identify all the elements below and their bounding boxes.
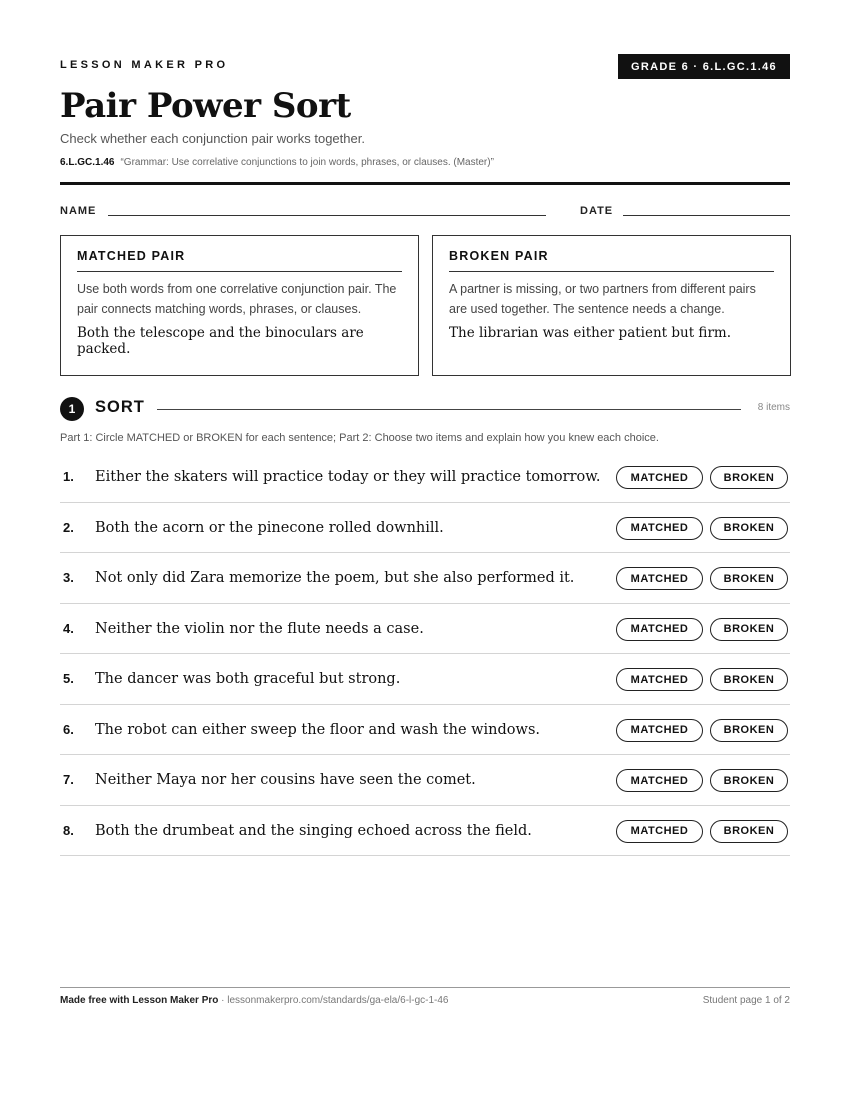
item-number: 1. <box>63 469 74 484</box>
item-number: 8. <box>63 822 74 838</box>
brand-name: LESSON MAKER PRO <box>60 59 229 71</box>
list-item <box>60 604 790 655</box>
item-sentence: The dancer was both graceful but strong. <box>95 671 401 687</box>
matched-pair-title: MATCHED PAIR <box>77 249 402 272</box>
section-title: SORT <box>95 398 145 416</box>
list-item <box>60 705 790 756</box>
page-number: Student page 1 of 2 <box>702 995 790 1006</box>
item-sentence: Either the skaters will practice today or they will practice tomorrow. <box>95 469 601 485</box>
item-number: 2. <box>63 519 74 535</box>
footer-divider <box>60 987 790 988</box>
item-number: 6. <box>63 721 74 737</box>
broken-button[interactable]: BROKEN <box>710 769 788 792</box>
item-list <box>60 452 790 856</box>
standard-text: “Grammar: Use correlative conjunctions to join words, phrases, or clauses. (Master)” <box>120 157 494 168</box>
footer-made-with: Made free with Lesson Maker Pro <box>60 995 219 1006</box>
date-field[interactable] <box>623 215 790 216</box>
item-sentence: Both the drumbeat and the singing echoed across the field. <box>95 822 532 839</box>
list-item <box>60 806 790 857</box>
matched-button[interactable]: MATCHED <box>616 618 703 641</box>
item-sentence: Not only did Zara memorize the poem, but she also performed it. <box>95 570 575 586</box>
instructions: Part 1: Circle MATCHED or BROKEN for each sentence; Part 2: Choose two items and explain how you knew each choice. <box>60 432 659 444</box>
matched-button[interactable]: MATCHED <box>616 668 703 691</box>
standard-line <box>60 157 494 168</box>
matched-button[interactable]: MATCHED <box>616 466 703 489</box>
item-sentence: Neither Maya nor her cousins have seen the comet. <box>95 772 476 788</box>
name-field[interactable] <box>108 215 546 216</box>
page-title: Pair Power Sort <box>60 86 351 126</box>
broken-button[interactable]: BROKEN <box>710 668 788 691</box>
broken-pair-description: A partner is missing, or two partners from different pairs are used together. The sentence needs a change. <box>449 282 756 316</box>
broken-button[interactable]: BROKEN <box>710 618 788 641</box>
list-item <box>60 452 790 503</box>
broken-button[interactable]: BROKEN <box>710 719 788 742</box>
list-item <box>60 654 790 705</box>
broken-button[interactable]: BROKEN <box>710 820 788 843</box>
section-number: 1 <box>60 397 84 421</box>
matched-button[interactable]: MATCHED <box>616 517 703 540</box>
grade-badge: GRADE 6 · 6.L.GC.1.46 <box>618 54 790 79</box>
item-sentence: Both the acorn or the pinecone rolled downhill. <box>95 519 444 536</box>
broken-pair-box <box>432 235 791 376</box>
standard-code: 6.L.GC.1.46 <box>60 157 115 168</box>
date-label: DATE <box>580 205 614 217</box>
item-sentence: The robot can either sweep the floor and wash the windows. <box>95 721 540 738</box>
item-number: 5. <box>63 671 74 686</box>
item-number: 4. <box>63 620 74 636</box>
matched-button[interactable]: MATCHED <box>616 820 703 843</box>
item-number: 3. <box>63 570 74 585</box>
footer-credit <box>60 995 449 1006</box>
matched-pair-example: Both the telescope and the binoculars are packed. <box>77 325 364 357</box>
matched-button[interactable]: MATCHED <box>616 567 703 590</box>
worksheet-page <box>60 0 790 1100</box>
broken-button[interactable]: BROKEN <box>710 466 788 489</box>
item-sentence: Neither the violin nor the flute needs a case. <box>95 620 424 637</box>
page-subtitle: Check whether each conjunction pair works together. <box>60 131 365 146</box>
footer-url: · lessonmakerpro.com/standards/ga-ela/6-l-gc-1-46 <box>218 995 449 1006</box>
matched-button[interactable]: MATCHED <box>616 719 703 742</box>
header-divider <box>60 182 790 185</box>
item-number: 7. <box>63 772 74 787</box>
section-divider <box>157 409 741 410</box>
matched-pair-box <box>60 235 419 376</box>
name-label: NAME <box>60 205 97 217</box>
broken-button[interactable]: BROKEN <box>710 567 788 590</box>
matched-pair-description: Use both words from one correlative conjunction pair. The pair connects matching words, phrases, or clauses. <box>77 282 397 316</box>
broken-button[interactable]: BROKEN <box>710 517 788 540</box>
matched-button[interactable]: MATCHED <box>616 769 703 792</box>
item-count: 8 items <box>757 402 790 413</box>
list-item <box>60 755 790 806</box>
list-item <box>60 553 790 604</box>
broken-pair-example: The librarian was either patient but firm. <box>449 325 731 341</box>
list-item <box>60 503 790 554</box>
broken-pair-title: BROKEN PAIR <box>449 249 774 272</box>
